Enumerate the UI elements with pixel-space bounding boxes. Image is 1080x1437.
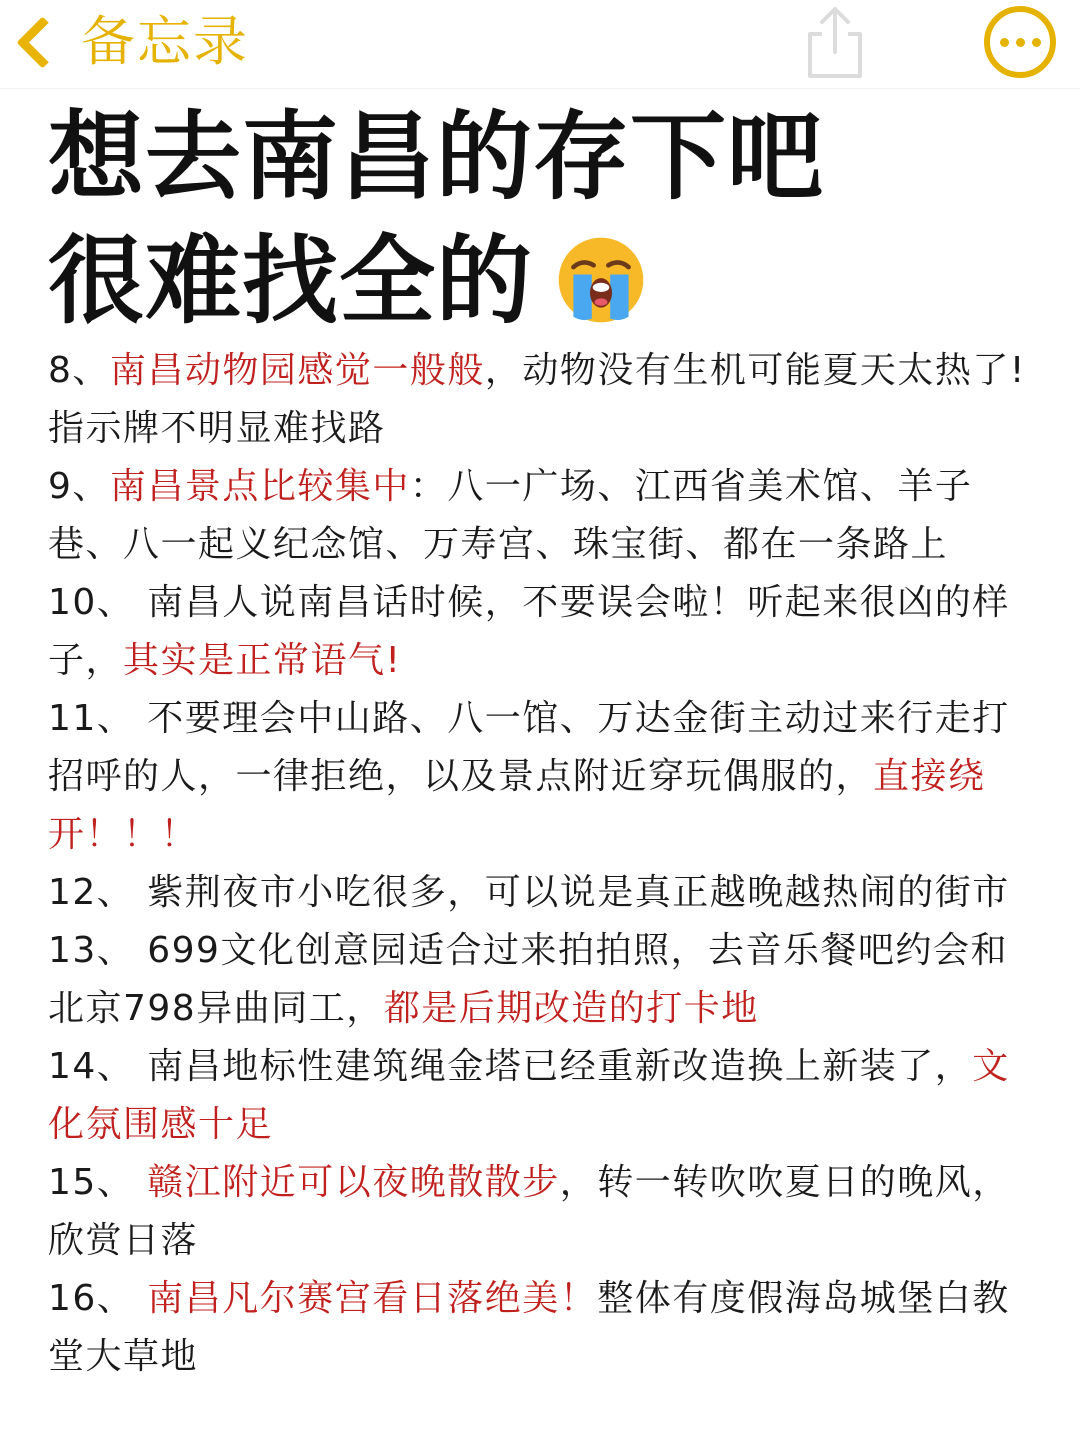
body-text: 8、	[48, 350, 110, 391]
note-item	[48, 574, 1038, 690]
note-body	[48, 342, 1038, 1386]
note-item	[48, 922, 1038, 1038]
note-item	[48, 1154, 1038, 1270]
title-line-1: 想去南昌的存下吧	[48, 101, 824, 213]
body-text: 9、	[48, 466, 110, 507]
highlighted-text: 直接绕开！！！	[48, 756, 986, 855]
note-item	[48, 864, 1038, 922]
note-item	[48, 458, 1038, 574]
title-line-2-text: 很难找全的	[48, 225, 533, 337]
body-text: 14、 南昌地标性建筑绳金塔已经重新改造换上新装了，	[48, 1046, 973, 1087]
navigation-bar	[0, 0, 1080, 88]
note-item	[48, 342, 1038, 458]
more-dot	[1016, 38, 1025, 47]
share-button[interactable]	[800, 4, 870, 80]
more-button[interactable]	[984, 6, 1056, 78]
body-text: 15、	[48, 1162, 148, 1203]
chevron-left-icon	[16, 16, 68, 68]
body-text: 10、 南昌人说南昌话时候，不要误会啦！听起来很凶的样子，	[48, 582, 1010, 681]
body-text: ，动物没有生机可能夏天太热了!指示牌不明显难找路	[48, 350, 1026, 449]
note-item	[48, 1038, 1038, 1154]
note-item	[48, 1270, 1038, 1386]
body-text: 整体有度假海岛城堡白教堂大草地	[48, 1278, 1010, 1377]
back-label: 备忘录	[81, 10, 249, 73]
highlighted-text: 南昌景点比较集中	[109, 466, 410, 507]
highlighted-text: 都是后期改造的打卡地	[383, 988, 759, 1029]
body-text: 13、 699文化创意园适合过来拍拍照，去音乐餐吧约会和北京798异曲同工，	[48, 930, 1008, 1029]
body-text: 11、 不要理会中山路、八一馆、万达金街主动过来行走打招呼的人，一律拒绝，以及景点附近穿玩偶服的，	[48, 698, 1010, 797]
share-icon	[800, 4, 870, 80]
body-text: 16、	[48, 1278, 148, 1319]
body-text: ，转一转吹吹夏日的晚风，欣赏日落	[48, 1162, 1010, 1261]
title-line-2	[48, 219, 1048, 343]
highlighted-text: 南昌凡尔赛宫看日落绝美！	[147, 1278, 598, 1319]
note-item	[48, 690, 1038, 864]
body-text: ：八一广场、江西省美术馆、羊子巷、八一起义纪念馆、万寿宫、珠宝街、都在一条路上	[48, 466, 973, 565]
nav-divider	[0, 88, 1080, 89]
highlighted-text: 其实是正常语气!	[123, 640, 402, 681]
more-dot	[1032, 38, 1041, 47]
loudly-crying-face-icon	[555, 234, 647, 326]
back-button[interactable]	[6, 4, 249, 80]
more-circle-icon	[1000, 38, 1009, 47]
body-text: 12、 紫荆夜市小吃很多，可以说是真正越晚越热闹的街市	[48, 872, 1010, 913]
highlighted-text: 南昌动物园感觉一般般	[109, 350, 485, 391]
highlighted-text: 赣江附近可以夜晚散散步	[147, 1162, 560, 1203]
highlighted-text: 文化氛围感十足	[48, 1046, 1010, 1145]
note-title	[48, 95, 1048, 343]
